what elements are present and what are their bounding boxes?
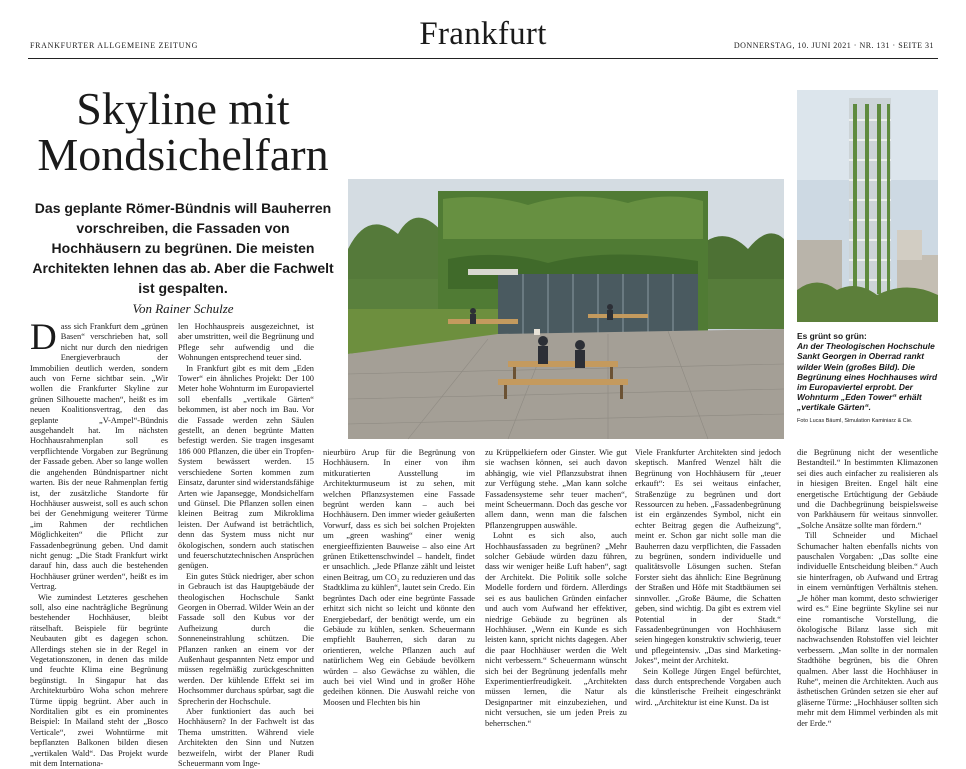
newspaper-name: FRANKFURTER ALLGEMEINE ZEITUNG bbox=[30, 41, 199, 50]
article-paragraph: zu Krüppelkiefern oder Ginster. Wie gut sie wachsen können, sei auch davon abhängig, wie viel Pflanzsubstrat ihnen zur Verfügung stehe. „Man kann solche Fassadensysteme sehr teuer machen“, meint Scheuermann. Doch das gesche vor allem dann, wenn man die falschen Pflanzengruppen auswähle. bbox=[485, 448, 627, 530]
masthead-rule bbox=[28, 58, 938, 59]
drop-cap: D bbox=[30, 317, 57, 358]
article-column-3 bbox=[323, 448, 475, 707]
article-headline: Skyline mit Mondsichelfarn bbox=[37, 83, 329, 180]
article-column-6 bbox=[797, 448, 938, 728]
photo-caption bbox=[797, 331, 940, 426]
ivy-building-illustration bbox=[348, 179, 784, 439]
article-teaser: Das geplante Römer-Bündnis will Bauherren vorschreiben, die Fassaden von Hochhäusern zu begrünen. Die meisten Architekten lehnen das ab. Aber die Fachwelt ist gespalten. bbox=[32, 200, 334, 296]
masthead bbox=[0, 0, 966, 66]
article-paragraph: Ein gutes Stück niedriger, aber schon in Gebrauch ist das Hauptgebäude der theologischen Hochschule Sankt Georgen in Oberrad. Wilder Wein an der Fassade soll den Kubus vor der Aufheizung durch die Sonneneinstrahlung schützen. Die Pflanzen ranken an einem vor der Außenhaut gespannten Netz empor und müssen regelmäßig zurückgeschnitten werden. Der kühlende Effekt sei im Hochsommer durchaus spürbar, sagt die Sprecherin der Hochschule. bbox=[178, 571, 314, 706]
main-photo-ivy-building bbox=[348, 179, 784, 439]
article-paragraph: nieurbüro Arup für die Begrünung von Hochhäusern. In einer von ihm mitkuratierten Ausstellung im Architekturmuseum ist zu sehen, mit welchen Pflanzsystemen eine Fassade begrünt werden kann – auch bei Hochhäusern. Den immer wieder geäußerten Vorwurf, dass es sich bei solchen Projekten um „green washing“ einer wenig energieeffizienten Bauweise – also eine Art grünen Etikettenschwindel – handelt, findet er unsachlich. „Jede Pflanze zählt und leistet einen Beitrag, um CO₂ zu reduzieren und das Stadtklima zu kühlen“, lautet sein Credo. Ein begrüntes Dach oder eine begrünte Fassade erhitzt sich nicht so leicht und könnte den Energiebedarf, der benötigt werde, um ein Gebäude zu kühlen, senken. Scheuermann empfiehlt Bauherren, sich daran zu orientieren, welche Pflanzen auch auf natürlichem Weg ein Gebäude bevölkern würden – also Gewächse zu wählen, die auch bei viel Wind und in großer Höhe gedeihen können. Die Auswahl reiche von Moosen und Flechten bis hin bbox=[323, 448, 475, 707]
article-paragraph: Lohnt es sich also, auch Hochhausfassaden zu begrünen? „Mehr solcher Gebäude würden dazu führen, dass wir weniger heiße Luft haben“, sagt der Architekt. Die Politik solle solche Modelle fordern und fördern. Allerdings sei es aus baulichen Gründen einfacher und auch vom Aufwand her effektiver, niedrige Gebäude zu begrünen als Hochhäuser. „Wenn ein Kunde es sich leisten kann, spricht nichts dagegen. Aber die paar Hochhäuser werden die Welt nicht verbessern.“ Scheuermann wünscht sich bei der Begrünung jedenfalls mehr Experimentierfreudigkeit. „Architekten müssen lernen, die Natur als Designpartner mit einzubeziehen, und nicht versuchen, sie um jeden Preis zu beherrschen.“ bbox=[485, 531, 627, 728]
issue-info: DONNERSTAG, 10. JUNI 2021 · NR. 131 · SEITE 31 bbox=[733, 41, 934, 50]
article-paragraph: len Hochhauspreis ausgezeichnet, ist aber umstritten, weil die Begrünung und Pflege sehr aufwendig und die Wohnungen entsprechend teuer sind. bbox=[178, 322, 314, 363]
article-paragraph: In Frankfurt gibt es mit dem „Eden Tower“ ein ähnliches Projekt: Der 100 Meter hohe Wohnturm im Europaviertel soll ebenfalls „vertikale Gärten“ bekommen, ist aber noch im Bau. Vor die Fassade werden zehn Säulen gestellt, an denen begrünte Matten befestigt werden. Sie tragen insgesamt 186 000 Pflanzen, die über ein Tropfen-System bewässert werden. 15 verschiedene Sorten kommen zum Einsatz, darunter sind widerstandsfähige Arten wie Japansegge, Mondsichelfarn und Günsel. Die Pflanzen sollen einen kleinen Beitrag zum Mikroklima leisten. Der Aufwand ist beträchtlich, denn das System muss nicht nur ökologischen, sondern auch statischen und feuerschutztechnischen Ansprüchen genügen. bbox=[178, 363, 314, 571]
photo-credit: Foto Lucas Bäuml, Simulation Kaminiarz & Cie. bbox=[797, 417, 913, 424]
article-paragraph: Till Schneider und Michael Schumacher halten ebenfalls nichts von pauschalen Vorgaben: „Das sollte eine individuelle Entscheidung bleiben.“ Auch sie hinterfragen, ob Aufwand und Ertrag in einem vernünftigen Verhältnis stehen. „Je höher man kommt, desto schwieriger wird es.“ Eine begrünte Skyline sei nur eine romantische Vorstellung, die ökologische Bilanz lasse sich mit nachwachsenden Rohstoffen viel leichter verbessern. „Man sollte in der normalen Stadthöhe begrünen, bis die Ohren qualmen. Aber lasst die Hochhäuser in Ruhe“, meinen die Architekten. Auch aus ästhetischen Gründen setzen sie eher auf gläserne Türme: „Hochhäuser sollten sich mehr mit dem Himmel verbinden als mit der Erde.“ bbox=[797, 531, 938, 728]
article-column-1 bbox=[30, 317, 168, 769]
article-paragraph: Sein Kollege Jürgen Engel befürchtet, dass durch entsprechende Vorgaben auch die künstlerische Freiheit eingeschränkt wird. „Architektur ist eine Kunst. Da ist bbox=[635, 666, 781, 707]
article-paragraph: die Begrünung nicht der wesentliche Bestandteil.“ In bestimmten Klimazonen sei dies auch einfacher zu realisieren als in hiesigen Breiten. Engel hält eine energetische Ertüchtigung der Gebäude und die Dachbegrünung beispielsweise von Parkhäusern für weitaus sinnvoller. „Solche Ansätze sollte man fördern.“ bbox=[797, 448, 938, 530]
caption-title: Es grünt so grün: bbox=[797, 331, 867, 341]
article-column-2 bbox=[178, 322, 314, 769]
article-paragraph: Wie zumindest Letzteres geschehen soll, also eine nachträgliche Begrünung bestehender Hochhäuser, bleibt rätselhaft. Beispiele für begrünte Neubauten gibt es dagegen schon. Allerdings stehen sie in der Regel in Vegetationszonen, in denen das milde und feuchte Klima eine Begrünung begünstigt. In Singapur hat das Architekturbüro Woha schon mehrere Türme üppig begrünt. Aber auch in Norditalien gibt es ein prominentes Beispiel: In Mailand steht der „Bosco Verticale“, zwei Wohntürme mit bepflanzten Balkonen bilden diesen „vertikalen Wald“. Das Projekt wurde mit dem Internationa- bbox=[30, 592, 168, 769]
article-byline: Von Rainer Schulze bbox=[132, 301, 234, 316]
article-column-4 bbox=[485, 448, 627, 728]
section-title: Frankfurt bbox=[419, 16, 547, 52]
article-paragraph bbox=[30, 317, 168, 593]
article-paragraph: Aber funktioniert das auch bei Hochhäusern? In der Fachwelt ist das Thema umstritten. Während viele Architekten den Sinn und Nutzen bezweifeln, wirbt der Planer Rudi Scheuermann vom Inge- bbox=[178, 707, 314, 769]
caption-body: An der Theologischen Hochschule Sankt Georgen in Oberrad rankt wilder Wein (großes Bild). Die Begrünung eines Hochhauses wird im Europaviertel erprobt. Der Wohnturm „Eden Tower“ erhält „vertikale Gärten“. bbox=[797, 341, 938, 413]
article-paragraph: Viele Frankfurter Architekten sind jedoch skeptisch. Manfred Wenzel hält die Begrünung von Hochhäusern für „teuer erkauft“: Es sei weitaus einfacher, Straßenzüge zu begrünen und dort Ressourcen zu heben. „Fassadenbegrünung ist ein ergänzendes Symbol, nicht ein echter Beitrag gegen die Aufheizung“, meint er. Schon gar nicht solle man die Bauherren dazu verpflichten, die Fassaden zu begrünen, sondern individuelle und qualitätsvolle Lösungen suchen. Stefan Forster sieht das ähnlich: Eine Begrünung der Straßen und Höfe mit Stadtbäumen sei sinnvoller. „Große Bäume, die Schatten geben, sind wichtig. Da gibt es extrem viel Potential in der Stadt.“ Fassadenbegrünungen von Hochhäusern seien hingegen konstruktiv schwierig, teuer und pflegeintensiv. „Das sind Marketing-Jokes“, meint der Architekt. bbox=[635, 448, 781, 666]
paragraph-text: ass sich Frankfurt dem „grünen Basen“ verschrieben hat, soll nicht nur durch den niedrigen Energieverbrauch der Immobilien deutlich werden, sondern auch von Ferne sichtbar sein. „Wir wollen die Frankfurter Skyline zur grünen Silhouette machen“, heißt es im neuen Koalitionsvertrag, den das geplante „V-Ampel“-Bündnis ausgehandelt hat. Im nächsten Hochhausrahmenplan soll es verpflichtende Vorgaben zur Begrünung der Fassade geben. Aber so lange wollen die angehenden Bündnispartner nicht warten. Bis der neue Rahmenplan fertig ist, der zusätzliche Standorte für Hochhäuser ausweist, soll es auch schon bei der Genehmigung weiterer Türme „im Rahmen der rechtlichen Möglichkeiten“ die Pflicht zur Fassadenbegrünung geben. Und damit nicht genug: „Die Stadt Frankfurt wirkt darauf hin, dass auch die bestehenden Hochhäuser grüner werden“, heißt es im Vertrag. bbox=[30, 322, 168, 592]
eden-tower-illustration bbox=[797, 90, 938, 322]
side-photo-eden-tower bbox=[797, 90, 938, 322]
article-column-5 bbox=[635, 448, 781, 707]
